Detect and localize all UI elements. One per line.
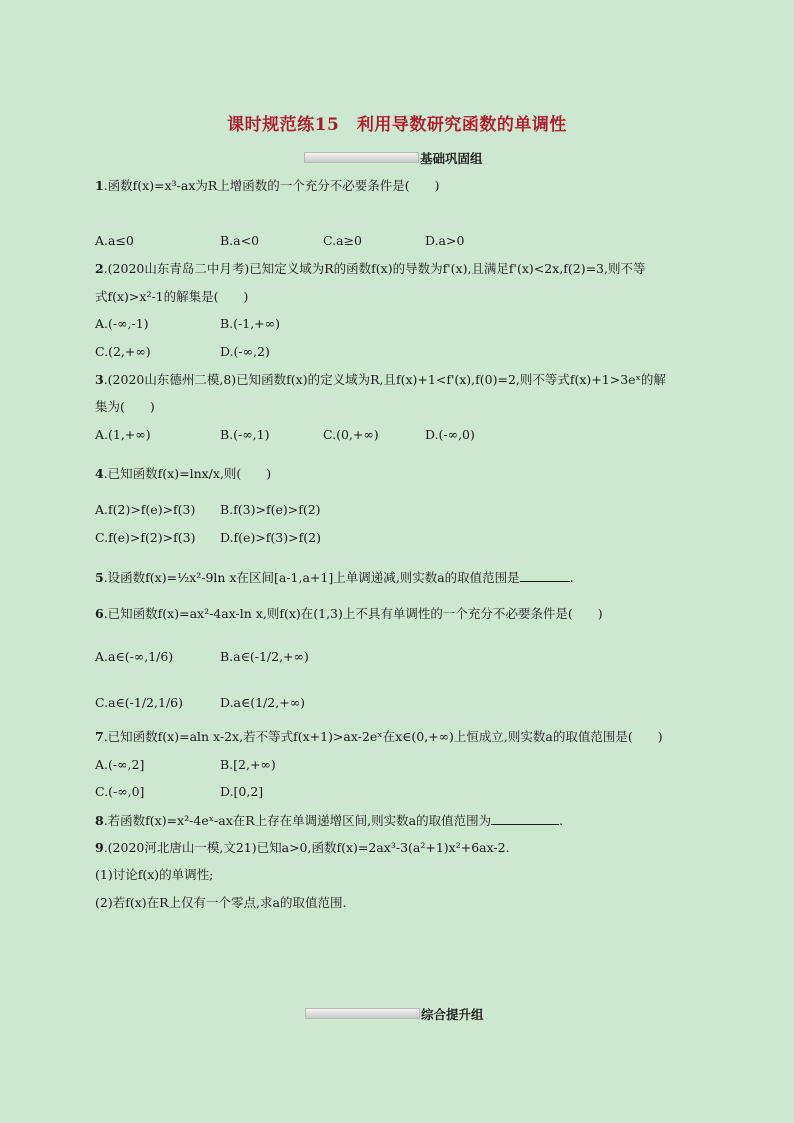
question-9-part-1: (1)讨论f(x)的单调性; <box>95 867 214 882</box>
question-number: 2 <box>95 261 104 276</box>
q7-option-b: B.[2,+∞) <box>220 757 276 772</box>
q3-option-c: C.(0,+∞) <box>323 427 379 442</box>
question-number: 1 <box>95 178 104 193</box>
question-text: .已知函数f(x)=lnx/x,则( ) <box>103 466 272 481</box>
q2-option-a: A.(-∞,-1) <box>95 316 149 331</box>
q7-option-d: D.[0,2] <box>220 784 264 799</box>
question-7 <box>95 729 663 745</box>
q6-option-d: D.a∈(1/2,+∞) <box>220 695 305 710</box>
q1-option-a: A.a≤0 <box>95 233 134 248</box>
question-text: .已知函数f(x)=ax²-4ax-ln x,则f(x)在(1,3)上不具有单调性的一个充分不必要条件是( ) <box>103 606 603 621</box>
answer-blank[interactable] <box>520 569 570 582</box>
section-label: 基础巩固组 <box>420 151 483 166</box>
question-text-line1: .(2020山东德州二模,8)已知函数f(x)的定义域为R,且f(x)+1<f'(x),f(0)=2,则不等式f(x)+1>3eˣ的解 <box>103 372 666 387</box>
question-3 <box>95 372 666 388</box>
answer-blank[interactable] <box>491 812 559 825</box>
question-number: 9 <box>95 840 104 855</box>
question-text: .设函数f(x)=½x²-9ln x在区间[a-1,a+1]上单调递减,则实数a的取值范围是 <box>103 570 520 585</box>
question-9-part-2: (2)若f(x)在R上仅有一个零点,求a的取值范围. <box>95 895 347 910</box>
question-9 <box>95 840 510 856</box>
question-2-line2: 式f(x)>x²-1的解集是( ) <box>95 289 249 304</box>
q4-option-a: A.f(2)>f(e)>f(3) <box>95 502 196 517</box>
question-5 <box>95 569 574 586</box>
q6-option-b: B.a∈(-1/2,+∞) <box>220 649 309 664</box>
question-2 <box>95 261 645 277</box>
question-number: 5 <box>95 570 104 585</box>
question-number: 7 <box>95 729 104 744</box>
section-header-basic <box>304 149 504 165</box>
question-text: .已知函数f(x)=aln x-2x,若不等式f(x+1)>ax-2eˣ在x∈(0,+∞)上恒成立,则实数a的取值范围是( ) <box>103 729 663 744</box>
q2-option-b: B.(-1,+∞) <box>220 316 280 331</box>
q1-option-d: D.a>0 <box>425 233 465 248</box>
q1-option-c: C.a≥0 <box>323 233 362 248</box>
q3-option-d: D.(-∞,0) <box>425 427 475 442</box>
question-8 <box>95 812 563 829</box>
q4-option-b: B.f(3)>f(e)>f(2) <box>220 502 321 517</box>
question-number: 4 <box>95 466 104 481</box>
q3-option-b: B.(-∞,1) <box>220 427 270 442</box>
page-title: 课时规范练15 利用导数研究函数的单调性 <box>227 115 567 135</box>
section-header-advanced <box>305 1005 505 1021</box>
section-bar <box>305 1008 420 1019</box>
question-end: . <box>559 813 564 828</box>
q3-option-a: A.(1,+∞) <box>95 427 151 442</box>
question-end: . <box>569 570 574 585</box>
question-6 <box>95 606 603 622</box>
q4-option-d: D.f(e)>f(3)>f(2) <box>220 530 321 545</box>
section-label: 综合提升组 <box>421 1007 484 1022</box>
q2-option-d: D.(-∞,2) <box>220 344 270 359</box>
question-number: 8 <box>95 813 104 828</box>
section-bar <box>304 152 419 163</box>
question-1 <box>95 178 440 194</box>
q7-option-a: A.(-∞,2] <box>95 757 145 772</box>
q4-option-c: C.f(e)>f(2)>f(3) <box>95 530 196 545</box>
q2-option-c: C.(2,+∞) <box>95 344 151 359</box>
question-text: .若函数f(x)=x²-4eˣ-ax在R上存在单调递增区间,则实数a的取值范围为 <box>103 813 492 828</box>
question-number: 6 <box>95 606 104 621</box>
q7-option-c: C.(-∞,0] <box>95 784 145 799</box>
question-text: .函数f(x)=x³-ax为R上增函数的一个充分不必要条件是( ) <box>103 178 440 193</box>
question-text-line1: .(2020山东青岛二中月考)已知定义域为R的函数f(x)的导数为f'(x),且满足f'(x)<2x,f(2)=3,则不等 <box>103 261 646 276</box>
question-3-line2: 集为( ) <box>95 399 155 414</box>
question-number: 3 <box>95 372 104 387</box>
question-text: .(2020河北唐山一模,文21)已知a>0,函数f(x)=2ax³-3(a²+1)x²+6ax-2. <box>103 840 510 855</box>
question-4 <box>95 466 271 482</box>
q6-option-c: C.a∈(-1/2,1/6) <box>95 695 183 710</box>
q6-option-a: A.a∈(-∞,1/6) <box>95 649 174 664</box>
q1-option-b: B.a<0 <box>220 233 260 248</box>
